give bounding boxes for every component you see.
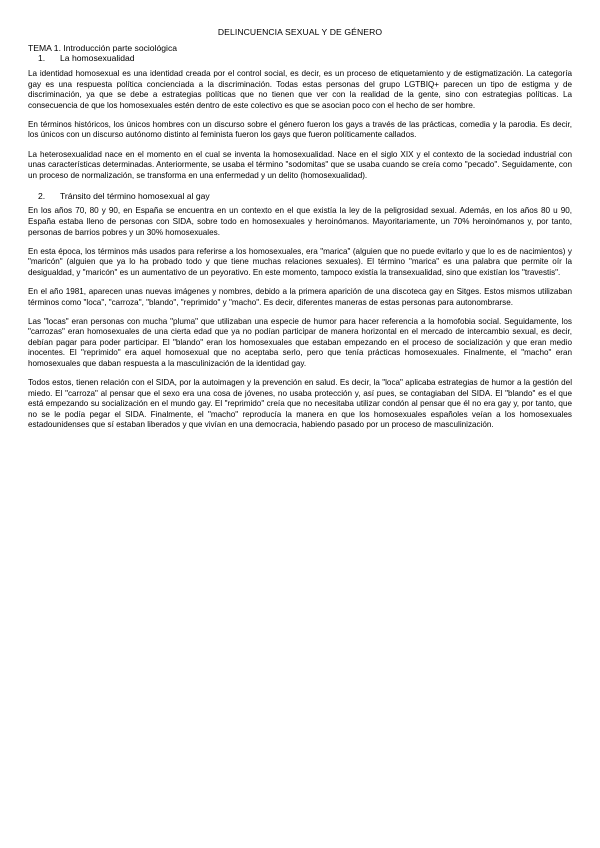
section-heading-transito (28, 191, 572, 201)
paragraph: La heterosexualidad nace en el momento en el cual se inventa la homosexualidad. Nace en el siglo XIX y el contexto de la sociedad industrial con unas características determinadas. Anteriormente, se usaba el término "sodomitas" que se usaba cuando se creía como "pecado". Seguidamente, con un proceso de normalización, se transforma en una enfermedad y un delito (homosexualidad). (28, 149, 572, 180)
paragraph: En el año 1981, aparecen unas nuevas imágenes y nombres, debido a la primera aparición de una discoteca gay en Sitges. Estos mismos utilizaban términos como "loca", "carroza", "blando", "reprimido" y "macho". Es decir, diferentes maneras de estas personas para autonombrarse. (28, 286, 572, 307)
document-title: DELINCUENCIA SEXUAL Y DE GÉNERO (217, 27, 383, 37)
paragraph: En términos históricos, los únicos hombres con un discurso sobre el género fueron los gays a través de las prácticas, comedia y la parodia. Es decir, los únicos con un discurso autónomo distinto al feminista fueron los gays que fueron políticamente callados. (28, 119, 572, 140)
section-title: Tránsito del término homosexual al gay (60, 191, 210, 202)
section-title: La homosexualidad (60, 53, 135, 63)
paragraph: En los años 70, 80 y 90, en España se encuentra en un contexto en el que existía la ley de la peligrosidad sexual. Además, en los años 80 u 90, España estaba lleno de personas con SIDA, sobre todo en homosexuales y heroinómanos. Mayoritariamente, un 70% heroinómanos y, por tanto, personas de barrios pobres y un 30% homosexuales. (28, 206, 572, 237)
paragraph: En esta época, los términos más usados para referirse a los homosexuales, era "marica" (alguien que no puede evitarlo y que lo es de nacimientos) y "maricón" (alguien que ya lo ha probado todo y que tiene muchas relaciones sexuales). El término "marica" es una palabra que permite oír la desigualdad, y "maricón" es un aumentativo de un peyorativo. En este momento, tampoco existía la transexualidad, sino que existían los "travestis". (28, 246, 572, 277)
section-number: 1. (38, 53, 46, 63)
tema-heading: TEMA 1. Introducción parte sociológica (28, 43, 178, 53)
paragraph: Todos estos, tienen relación con el SIDA, por la autoimagen y la prevención en salud. Es decir, la "loca" aplicaba estrategias de humor a la gestión del miedo. El "carroza" al pensar que el sexo era una cosa de jóvenes, no usaba protección y, así pues, se contagiaban del SIDA. El "blando" es el que está empezando su socialización en el mundo gay. El "reprimido" creía que no necesitaba utilizar condón al pensar que él no era gay y, por tanto, que no se le podía pegar el SIDA. Finalmente, el "macho" reproducía la manera en que los homosexuales españoles veían a los homosexuales estadounidenses que sí estaban liberados y que vivían en una democracia, habiendo pasado por un proceso de masculinización. (28, 378, 572, 430)
paragraph: La identidad homosexual es una identidad creada por el control social, es decir, es un proceso de etiquetamiento y de estigmatización. La categoría gay es una respuesta política concienciada a la discriminación. Todas estas personas del grupo LGTBIQ+ parecen un tipo de estigma y de discriminación, ya que se debe a estrategias políticas que no tienen que ver con la realidad de la gente, sino con estrategias políticas. La consecuencia de que los homosexuales estén dentro de este colectivo es que se asocian poco con el hecho de ser hombre. (28, 69, 572, 110)
section-number: 2. (38, 191, 46, 202)
section-heading-homosexualidad (28, 53, 572, 63)
paragraph: Las "locas" eran personas con mucha "pluma" que utilizaban una especie de humor para hacer referencia a la homofobia social. Seguidamente, los "carrozas" eran homosexuales de una cierta edad que ya no podían participar de manera horizontal en el mercado de intercambio sexual, es decir, debían pagar para poder participar. El "blando" eran los homosexuales que estaban empezando en el proceso de socialización y que eran medio inocentes. El "reprimido" era aquel homosexual que no aceptaba serlo, pero que tenía prácticas homosexuales. Finalmente, el "macho" eran homosexuales que daban respuesta a la masculinización de la identidad gay. (28, 316, 572, 368)
